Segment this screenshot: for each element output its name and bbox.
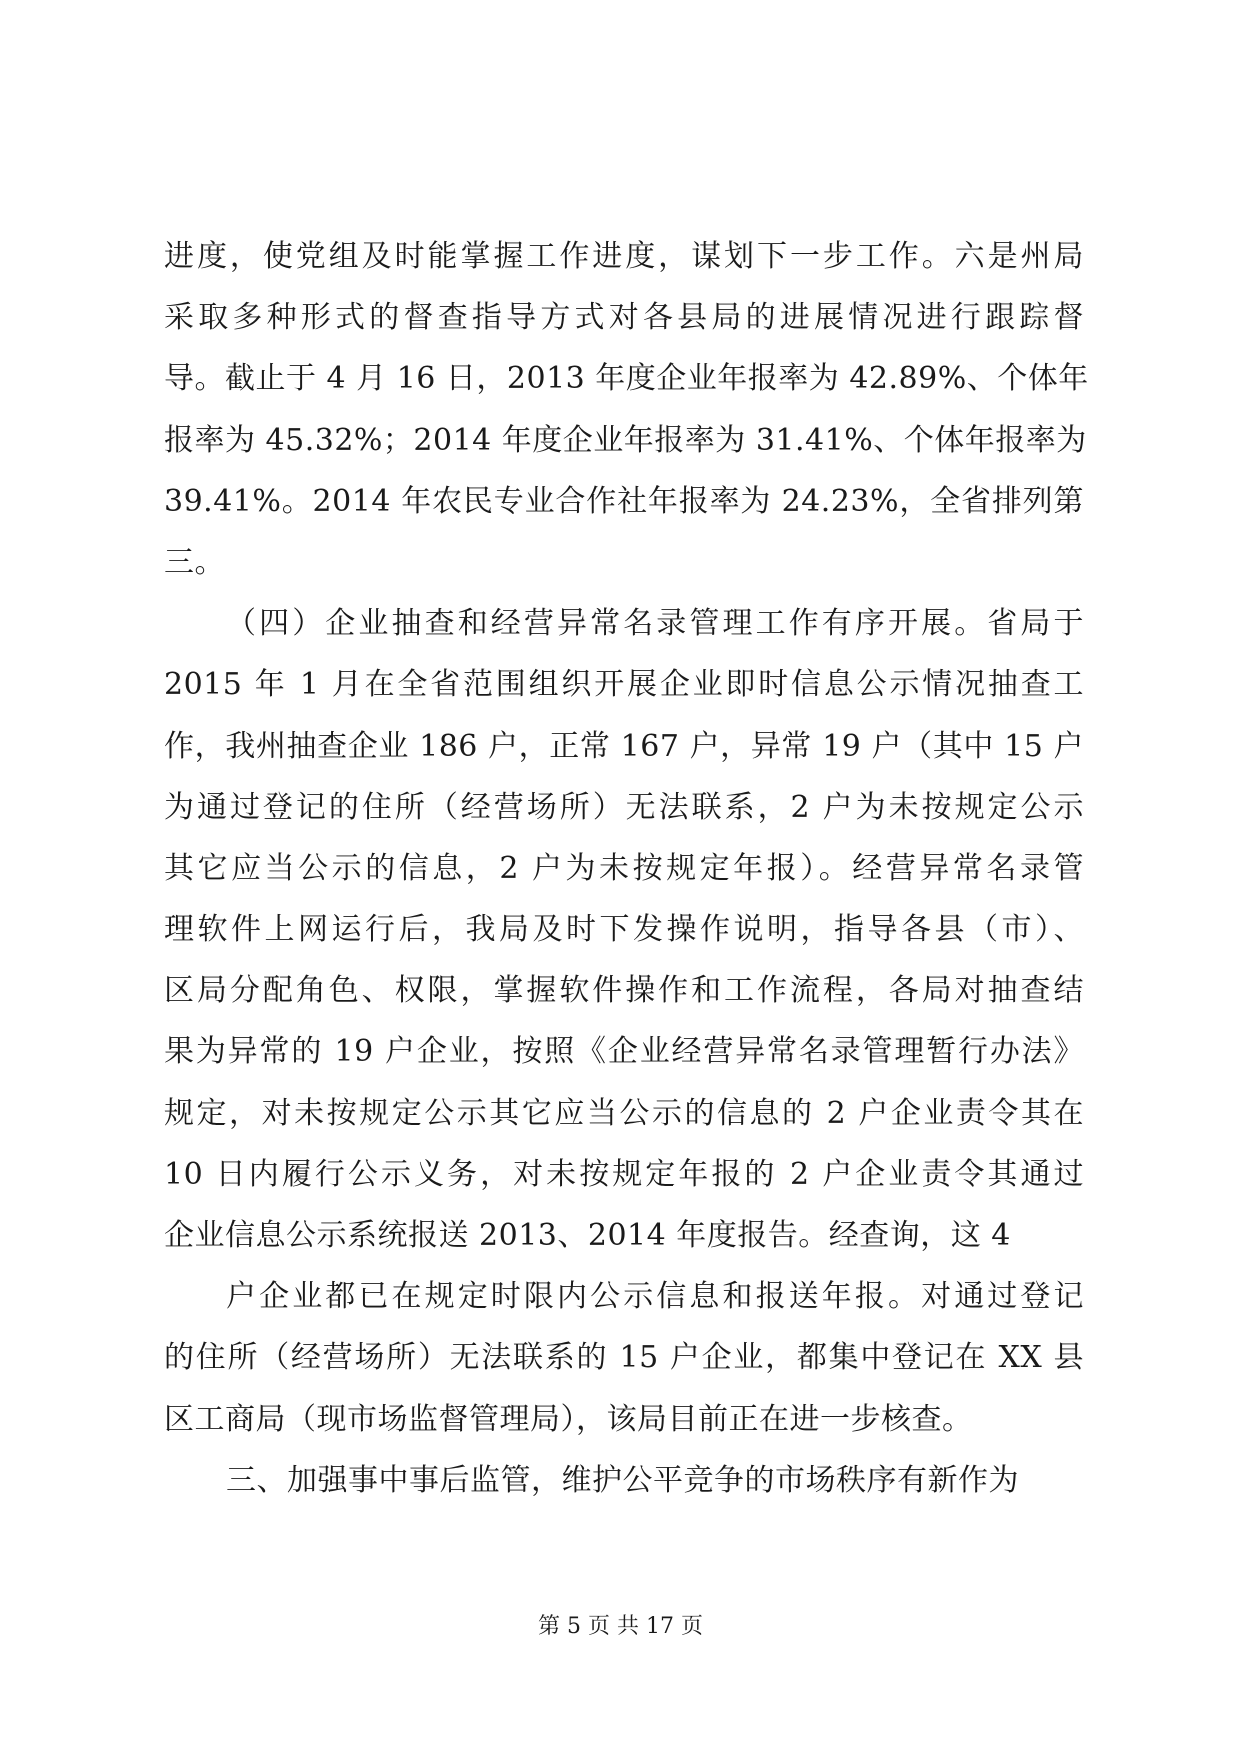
page-number-footer: 第 5 页 共 17 页 [538, 1614, 703, 1639]
body-line-4: 报率为 45.32%；2014 年度企业年报率为 31.41%、个体年报率为 [164, 422, 1087, 458]
body-line-18: 户企业都已在规定时限内公示信息和报送年报。对通过登记 [226, 1279, 1084, 1315]
body-line-14: 果为异常的 19 户企业，按照《企业经营异常名录管理暂行办法》 [164, 1034, 1084, 1070]
body-line-11: 其它应当公示的信息，2 户为未按规定年报）。经营异常名录管 [164, 850, 1084, 886]
body-line-12: 理软件上网运行后，我局及时下发操作说明，指导各县（市）、 [164, 912, 1084, 948]
body-line-15: 规定，对未按规定公示其它应当公示的信息的 2 户企业责令其在 [164, 1095, 1084, 1131]
body-line-16: 10 日内履行公示义务，对未按规定年报的 2 户企业责令其通过 [164, 1156, 1084, 1192]
body-line-6: 三。 [164, 544, 225, 580]
body-line-5: 39.41%。2014 年农民专业合作社年报率为 24.23%，全省排列第 [164, 483, 1084, 519]
body-line-17: 企业信息公示系统报送 2013、2014 年度报告。经查询，这 4 [164, 1218, 1011, 1253]
section-four-heading-line: （四）企业抽查和经营异常名录管理工作有序开展。省局于 [226, 606, 1084, 642]
body-line-1: 进度，使党组及时能掌握工作进度，谋划下一步工作。六是州局 [164, 239, 1084, 274]
body-line-20: 区工商局（现市场监督管理局），该局目前正在进一步核查。 [164, 1401, 973, 1437]
body-line-13: 区局分配角色、权限，掌握软件操作和工作流程，各局对抽查结 [164, 973, 1084, 1009]
section-three-heading-line: 三、加强事中事后监管，维护公平竞争的市场秩序有新作为 [226, 1462, 1019, 1498]
document-body [164, 226, 1089, 1511]
body-line-3: 导。截止于 4 月 16 日，2013 年度企业年报率为 42.89%、个体年 [164, 361, 1089, 397]
body-line-9: 作，我州抽查企业 186 户，正常 167 户，异常 19 户（其中 15 户 [164, 728, 1084, 764]
body-line-8: 2015 年 1 月在全省范围组织开展企业即时信息公示情况抽查工 [164, 667, 1084, 703]
body-line-2: 采取多种形式的督查指导方式对各县局的进展情况进行跟踪督 [164, 300, 1084, 336]
body-line-19: 的住所（经营场所）无法联系的 15 户企业，都集中登记在 XX 县 [164, 1340, 1084, 1376]
body-line-10: 为通过登记的住所（经营场所）无法联系，2 户为未按规定公示 [164, 789, 1084, 825]
